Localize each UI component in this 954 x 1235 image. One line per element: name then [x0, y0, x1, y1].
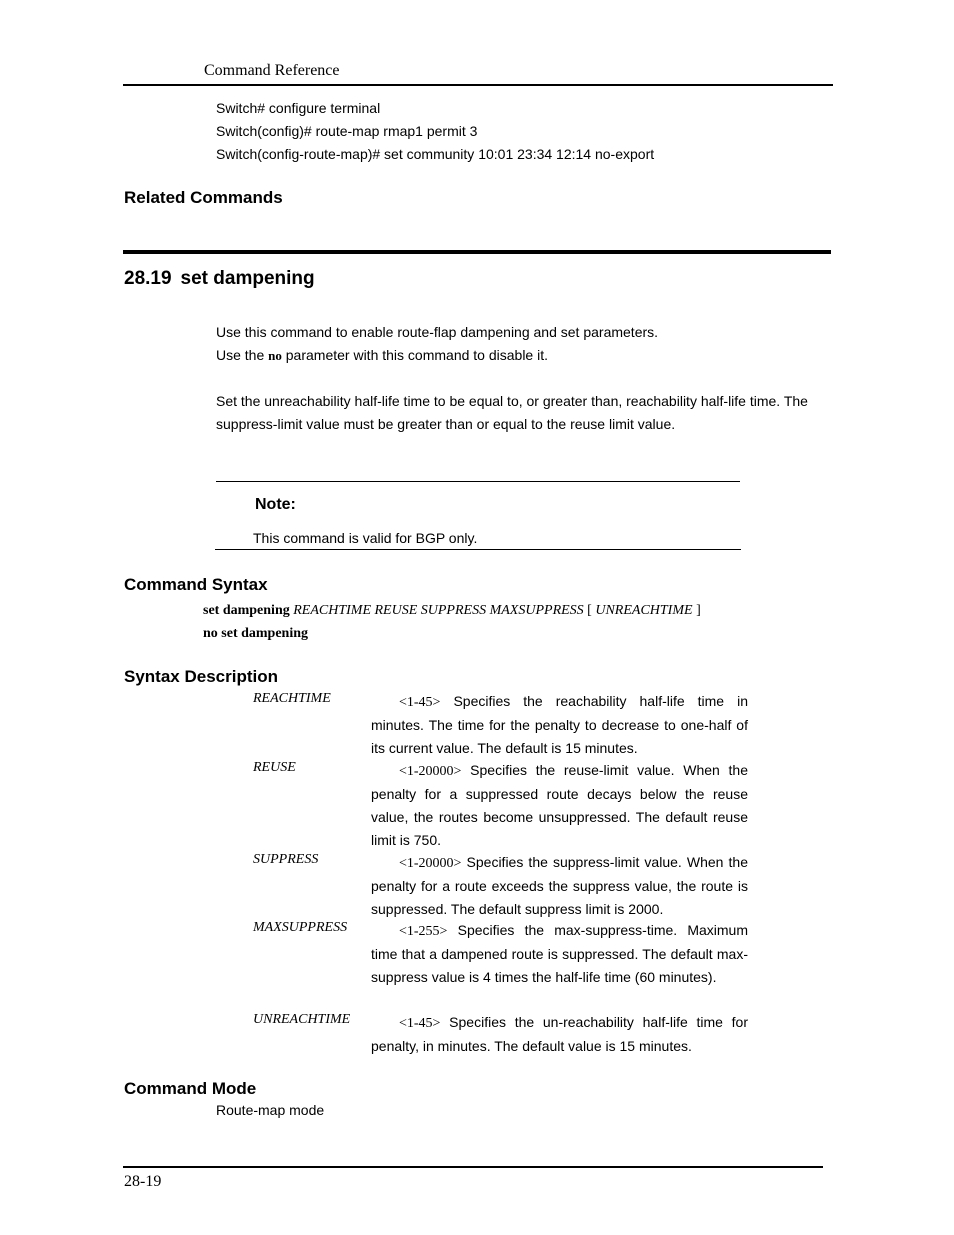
intro-line: Use the no parameter with this command to disable it.	[216, 347, 548, 363]
param-description: <1-20000> Specifies the reuse-limit value. When the penalty for a suppressed route decays below the reuse value, the routes become unsuppressed. The default reuse limit is 750.	[371, 762, 748, 848]
command-mode-value: Route-map mode	[216, 1102, 325, 1118]
table-row	[253, 919, 753, 1011]
related-commands-heading: Related Commands	[124, 188, 283, 207]
note-top-rule	[216, 481, 740, 482]
table-row	[253, 759, 753, 851]
section-number: 28.19	[124, 268, 172, 289]
syntax-line-set: set dampening REACHTIME REUSE SUPPRESS MAXSUPPRESS [ UNREACHTIME ]	[203, 603, 701, 618]
param-name: MAXSUPPRESS	[253, 920, 348, 935]
table-row	[253, 851, 753, 919]
page-number: 28-19	[124, 1173, 162, 1190]
param-name: REACHTIME	[253, 691, 331, 706]
table-row	[253, 690, 753, 759]
section-rule	[123, 250, 831, 254]
example-block	[216, 97, 654, 166]
intro-text	[216, 321, 836, 436]
param-name: SUPPRESS	[253, 852, 319, 867]
param-description: <1-20000> Specifies the suppress-limit value. When the penalty for a route exceeds the suppress value, the route is suppressed. The default suppress limit is 2000.	[371, 854, 748, 917]
example-line: Switch(config-route-map)# set community 10:01 23:34 12:14 no-export	[216, 146, 655, 162]
note-text: This command is valid for BGP only.	[253, 530, 478, 546]
intro-line: suppress-limit value must be greater than or equal to the reuse limit value.	[216, 416, 676, 432]
section-title	[124, 268, 315, 290]
example-line: Switch(config)# route-map rmap1 permit 3	[216, 123, 478, 139]
intro-line: Set the unreachability half-life time to be equal to, or greater than, reachability half-life time. The	[216, 393, 808, 409]
note-heading: Note:	[255, 496, 296, 513]
header-rule	[123, 84, 833, 86]
section-name: set dampening	[180, 268, 315, 289]
param-name: UNREACHTIME	[253, 1012, 351, 1027]
note-bottom-rule	[215, 549, 741, 550]
param-description: <1-45> Specifies the un-reachability half-life time for penalty, in minutes. The default value is 15 minutes.	[371, 1014, 748, 1054]
syntax-description-table	[253, 690, 753, 1057]
syntax-description-heading: Syntax Description	[124, 667, 278, 686]
param-description: <1-255> Specifies the max-suppress-time. Maximum time that a dampened route is suppressed. The default max-suppress value is 4 times the half-life time (60 minutes).	[371, 922, 748, 985]
intro-line: Use this command to enable route-flap dampening and set parameters.	[216, 324, 659, 340]
command-syntax-block	[203, 599, 701, 645]
running-header: Command Reference	[204, 62, 340, 79]
param-description: <1-45> Specifies the reachability half-life time in minutes. The time for the penalty to decrease to one-half of its current value. The default is 15 minutes.	[371, 693, 748, 756]
command-syntax-heading: Command Syntax	[124, 575, 268, 594]
example-line: Switch# configure terminal	[216, 100, 381, 116]
table-row	[253, 1011, 753, 1057]
param-name: REUSE	[253, 760, 296, 775]
command-mode-heading: Command Mode	[124, 1079, 257, 1098]
footer-rule	[123, 1166, 823, 1168]
syntax-line-no: no set dampening	[203, 626, 309, 641]
no-keyword: no	[268, 348, 282, 363]
